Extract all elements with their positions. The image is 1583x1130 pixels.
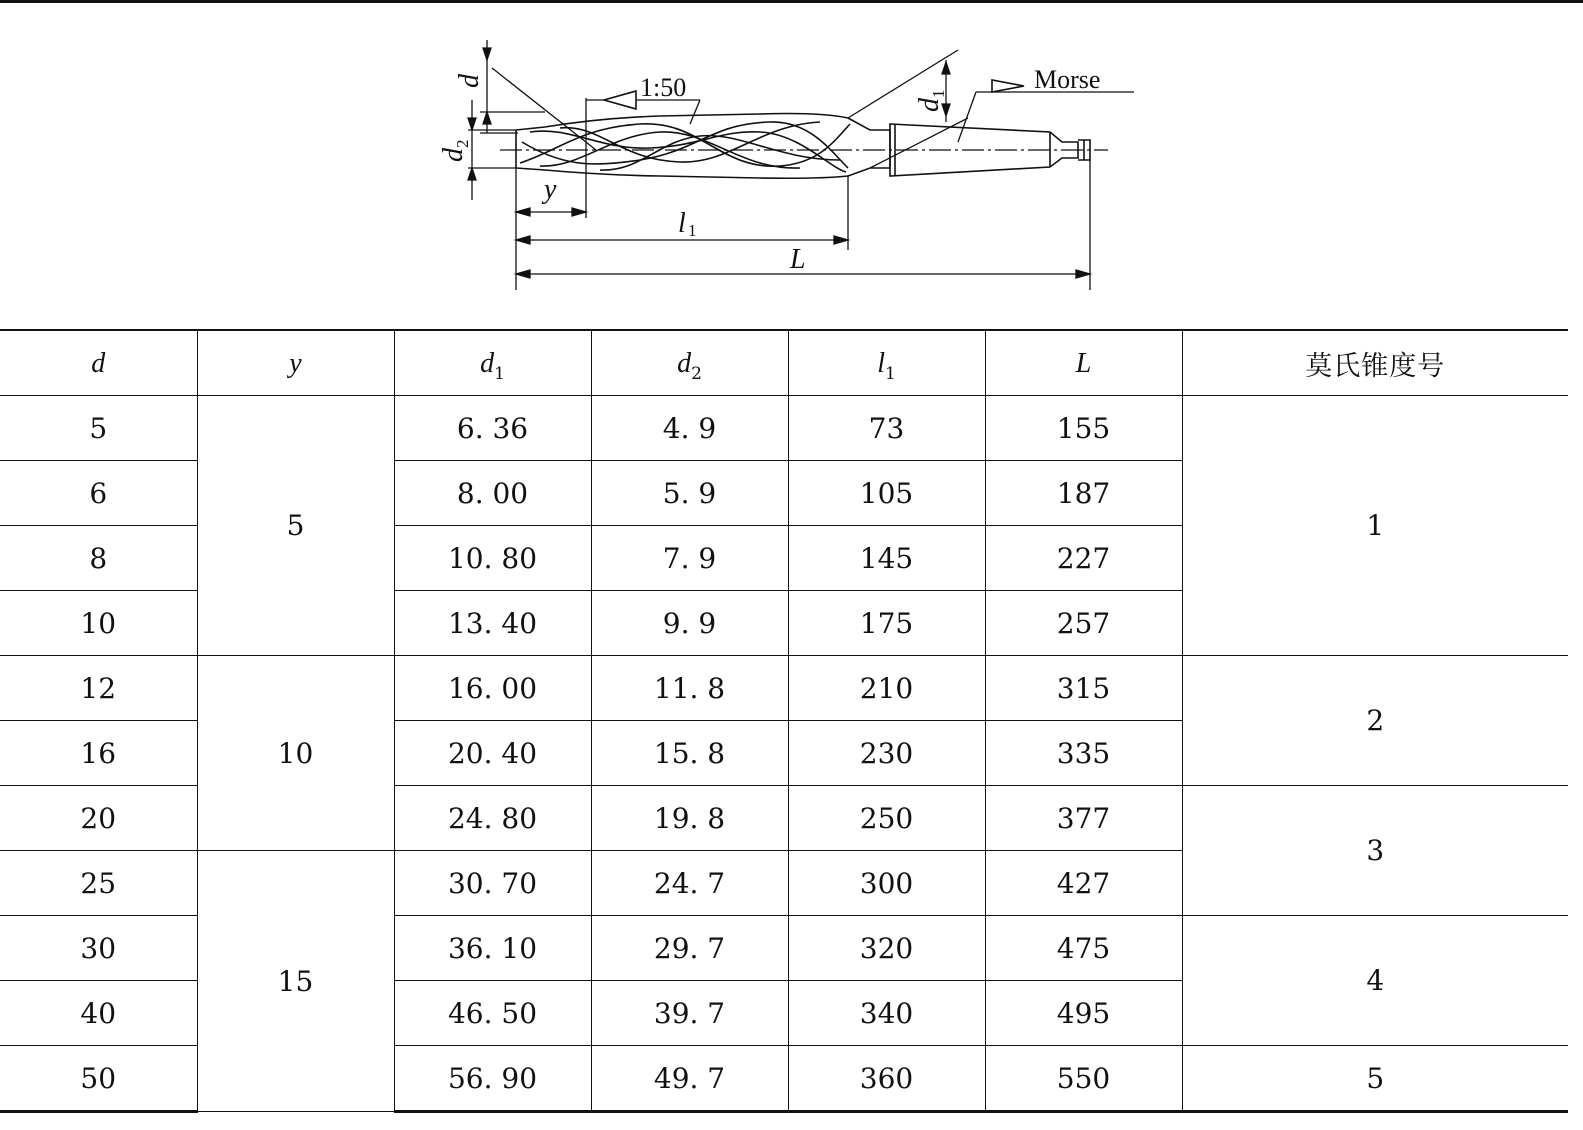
cell-l1: 105 xyxy=(788,461,985,526)
cell-L: 155 xyxy=(985,396,1182,461)
cell-d1: 10. 80 xyxy=(394,526,591,591)
cell-d2: 11. 8 xyxy=(591,656,788,721)
dim-d1-sub: 1 xyxy=(929,89,948,98)
cell-d2: 19. 8 xyxy=(591,786,788,851)
cell-d: 16 xyxy=(0,721,197,786)
cell-d2: 5. 9 xyxy=(591,461,788,526)
taper-label: 1:50 xyxy=(640,73,687,102)
flute-3 xyxy=(530,131,846,172)
cell-d2: 24. 7 xyxy=(591,851,788,916)
cell-l1: 175 xyxy=(788,591,985,656)
cell-L: 315 xyxy=(985,656,1182,721)
cell-L: 475 xyxy=(985,916,1182,981)
cell-y: 5 xyxy=(197,396,394,656)
dim-d2-sub: 2 xyxy=(453,139,472,148)
cell-l1: 145 xyxy=(788,526,985,591)
cell-l1: 210 xyxy=(788,656,985,721)
cell-l1: 73 xyxy=(788,396,985,461)
reamer-drawing xyxy=(0,0,1583,320)
cell-d: 12 xyxy=(0,656,197,721)
cell-d2: 4. 9 xyxy=(591,396,788,461)
cell-d1: 56. 90 xyxy=(394,1046,591,1112)
table-header-row xyxy=(0,330,1568,396)
cell-d1: 16. 00 xyxy=(394,656,591,721)
cell-L: 187 xyxy=(985,461,1182,526)
cell-l1: 300 xyxy=(788,851,985,916)
morse-taper-symbol-icon xyxy=(992,80,1024,92)
dim-d2-label: d xyxy=(438,148,469,162)
cell-d1: 8. 00 xyxy=(394,461,591,526)
cell-morse: 3 xyxy=(1182,786,1568,916)
table-row xyxy=(0,656,1568,721)
cell-L: 335 xyxy=(985,721,1182,786)
cell-d1: 46. 50 xyxy=(394,981,591,1046)
cell-d: 25 xyxy=(0,851,197,916)
cell-d2: 7. 9 xyxy=(591,526,788,591)
cell-d1: 24. 80 xyxy=(394,786,591,851)
neck xyxy=(848,118,890,176)
cell-d: 30 xyxy=(0,916,197,981)
cell-l1: 230 xyxy=(788,721,985,786)
morse-label: Morse xyxy=(1034,65,1101,94)
dim-y-label: y xyxy=(544,174,557,205)
cell-d2: 29. 7 xyxy=(591,916,788,981)
cell-morse: 5 xyxy=(1182,1046,1568,1112)
cell-d1: 30. 70 xyxy=(394,851,591,916)
col-header-y: y xyxy=(197,330,394,396)
cell-l1: 360 xyxy=(788,1046,985,1112)
col-header-morse: 莫氏锥度号 xyxy=(1182,330,1568,396)
cell-d: 6 xyxy=(0,461,197,526)
cell-morse: 2 xyxy=(1182,656,1568,786)
cell-d: 10 xyxy=(0,591,197,656)
dim-l1-label: l xyxy=(678,208,686,239)
dim-l1-sub: 1 xyxy=(688,221,697,240)
spec-table xyxy=(0,329,1568,1113)
cell-d: 5 xyxy=(0,396,197,461)
cell-d2: 49. 7 xyxy=(591,1046,788,1112)
taper-symbol-icon xyxy=(604,91,636,109)
cell-l1: 320 xyxy=(788,916,985,981)
cell-L: 495 xyxy=(985,981,1182,1046)
cell-d2: 39. 7 xyxy=(591,981,788,1046)
cell-d1: 36. 10 xyxy=(394,916,591,981)
cell-l1: 340 xyxy=(788,981,985,1046)
cell-d: 50 xyxy=(0,1046,197,1112)
cell-d: 20 xyxy=(0,786,197,851)
dim-L-label: L xyxy=(790,244,806,275)
col-header-d1: $d_1$ xyxy=(394,330,591,396)
table-row xyxy=(0,396,1568,461)
cell-d: 8 xyxy=(0,526,197,591)
cell-morse: 4 xyxy=(1182,916,1568,1046)
cell-d1: 13. 40 xyxy=(394,591,591,656)
cell-d: 40 xyxy=(0,981,197,1046)
col-header-l1: $l_1$ xyxy=(788,330,985,396)
cell-d1: 6. 36 xyxy=(394,396,591,461)
cell-y: 10 xyxy=(197,656,394,851)
col-header-d2: $d_2$ xyxy=(591,330,788,396)
cell-d2: 15. 8 xyxy=(591,721,788,786)
col-header-L: L xyxy=(985,330,1182,396)
cell-L: 227 xyxy=(985,526,1182,591)
cell-y: 15 xyxy=(197,851,394,1112)
dim-d1-label: d xyxy=(914,98,945,112)
cell-morse: 1 xyxy=(1182,396,1568,656)
cell-d2: 9. 9 xyxy=(591,591,788,656)
body-outline-bottom xyxy=(516,168,848,178)
cell-d1: 20. 40 xyxy=(394,721,591,786)
cell-l1: 250 xyxy=(788,786,985,851)
cell-L: 257 xyxy=(985,591,1182,656)
cell-L: 427 xyxy=(985,851,1182,916)
dim-d-label: d xyxy=(454,74,485,88)
cell-L: 377 xyxy=(985,786,1182,851)
col-header-d: d xyxy=(0,330,197,396)
cell-L: 550 xyxy=(985,1046,1182,1112)
